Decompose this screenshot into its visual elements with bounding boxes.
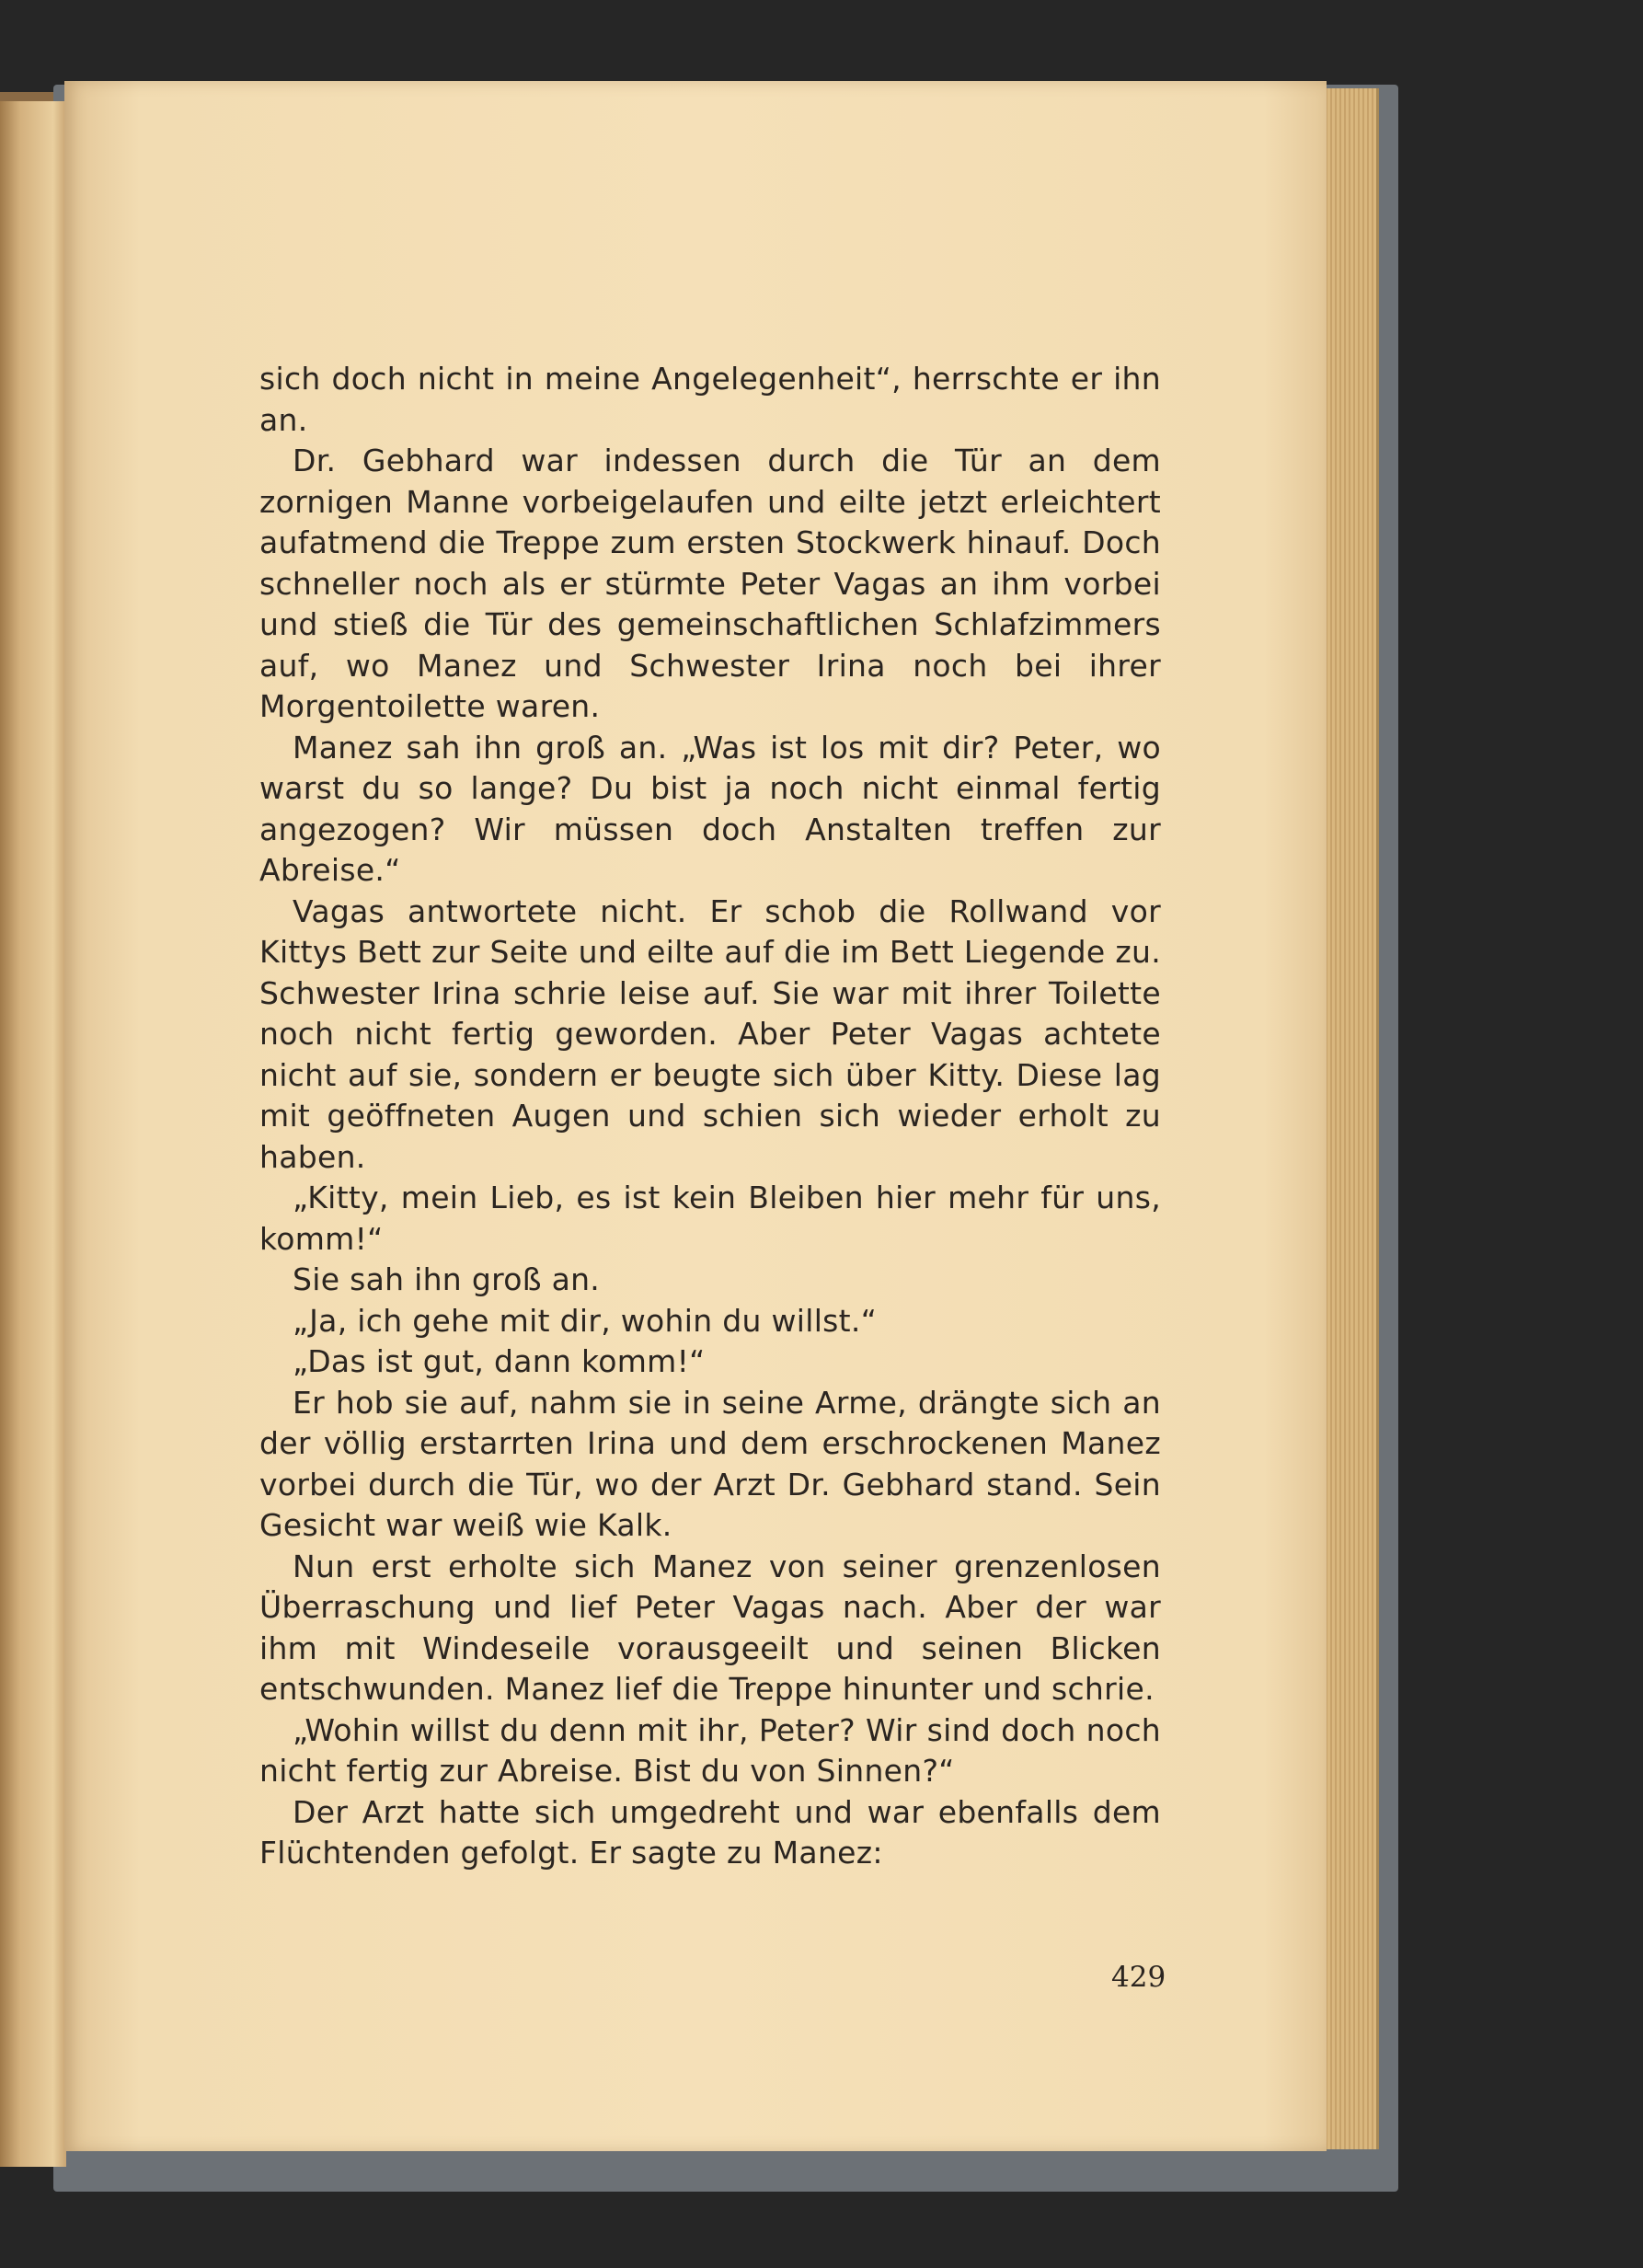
paragraph-8: „Das ist gut, dann komm!“ bbox=[293, 1343, 706, 1379]
paragraph-10: Nun erst erholte sich Manez von seiner grenzenlosen Überraschung und lief Peter Vagas nach. Aber der war ihm mit Windeseile vorausgeeilt und seinen Blicken entschwunden. Manez lief die Treppe hinunter und schrie. bbox=[259, 1548, 1161, 1707]
paragraph-2: Dr. Gebhard war indessen durch die Tür an dem zornigen Manne vorbeigelaufen und eilte jetzt erleichtert aufatmend die Treppe zum ersten Stockwerk hinauf. Doch schneller noch als er stürmte Peter Vagas an ihm vorbei und stieß die Tür des gemeinschaftlichen Schlafzimmers auf, wo Manez und Schwester Irina noch bei ihrer Morgentoilette waren. bbox=[259, 443, 1161, 724]
left-page-edge bbox=[0, 101, 66, 2167]
book-page bbox=[64, 81, 1327, 2151]
paragraph-6: Sie sah ihn groß an. bbox=[293, 1261, 601, 1297]
paragraph-3: Manez sah ihn groß an. „Was ist los mit dir? Peter, wo warst du so lange? Du bist ja noch nicht einmal fertig angezogen? Wir müssen doch Anstalten treffen zur Abreise.“ bbox=[259, 729, 1161, 888]
page-number: 429 bbox=[1111, 1961, 1166, 1994]
paragraph-11: „Wohin willst du denn mit ihr, Peter? Wir sind doch noch nicht fertig zur Abreise. Bist du von Sinnen?“ bbox=[259, 1711, 1161, 1789]
paragraph-9: Er hob sie auf, nahm sie in seine Arme, drängte sich an der völlig erstarrten Irina und dem erschrockenen Manez vorbei durch die Tür, wo der Arzt Dr. Gebhard stand. Sein Gesicht war weiß wie Kalk. bbox=[259, 1384, 1161, 1543]
paragraph-1: sich doch nicht in meine Angelegenheit“, herrschte er ihn an. bbox=[259, 361, 1161, 438]
paragraph-12: Der Arzt hatte sich umgedreht und war ebenfalls dem Flüchtenden gefolgt. Er sagte zu Manez: bbox=[259, 1793, 1161, 1871]
paragraph-7: „Ja, ich gehe mit dir, wohin du willst.“ bbox=[293, 1302, 878, 1339]
paragraph-5: „Kitty, mein Lieb, es ist kein Bleiben hier mehr für uns, komm!“ bbox=[259, 1180, 1161, 1257]
paragraph-4: Vagas antwortete nicht. Er schob die Rollwand vor Kittys Bett zur Seite und eilte auf die im Bett Liegende zu. Schwester Irina schrie leise auf. Sie war mit ihrer Toilette noch nicht fertig geworden. Aber Peter Vagas achtete nicht auf sie, sondern er beugte sich über Kitty. Diese lag mit geöffneten Augen und schien sich wieder erholt zu haben. bbox=[259, 892, 1161, 1175]
body-text bbox=[259, 359, 1161, 1874]
